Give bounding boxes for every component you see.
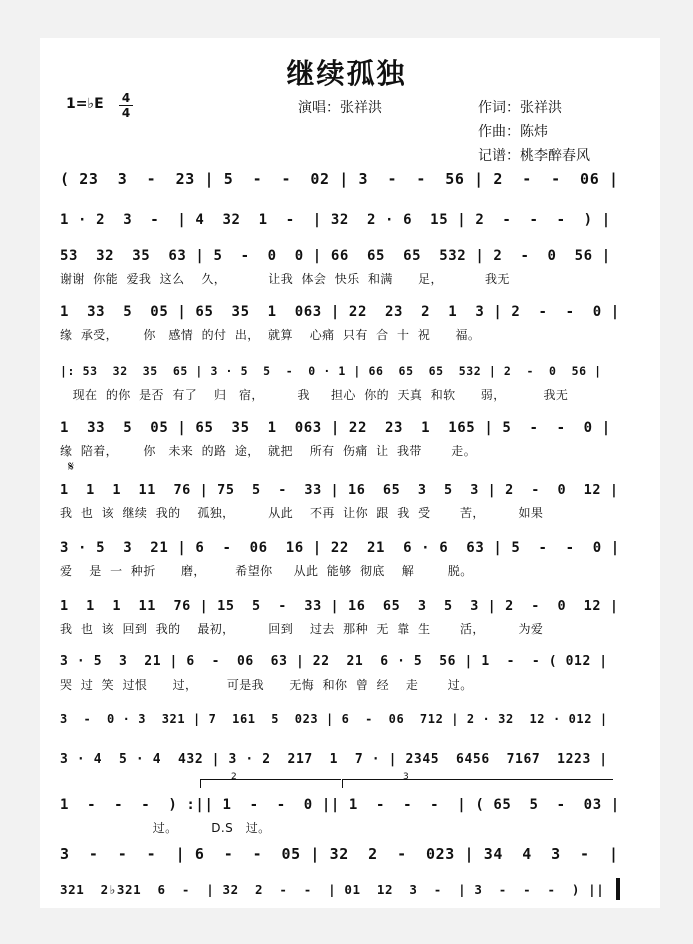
song-title: 继续孤独 xyxy=(286,57,407,90)
volta-second-ending xyxy=(342,772,613,788)
notation-row: 1 1 1 11 76 | 75 5 - 33 | 16 65 3 5 3 | 2 - 0 12 | xyxy=(60,482,619,498)
lyric-row: 现在 的你 是否 有了 归 宿， 我 担心 你的 天真 和软 弱， 我无 xyxy=(60,388,569,402)
notation-row: |: 53 32 35 65 | 3 · 5 5 - 0 · 1 | 66 65 65 532 | 2 - 0 56 | xyxy=(60,364,602,378)
lyric-row: 我 也 该 继续 我的 孤独， 从此 不再 让你 跟 我 受 苦， 如果 xyxy=(60,506,544,520)
transcriber-credit: 记谱：桃李醉春风 xyxy=(478,148,590,164)
notation-row: 3 · 5 3 21 | 6 - 06 63 | 22 21 6 · 5 56 | 1 - - ( 012 | xyxy=(60,654,608,669)
notation-row: 1 - - - ) :|| 1 - - 0 || 1 - - - | ( 65 5 - 03 | xyxy=(60,797,620,813)
singer-credit: 演唱：张祥洪 xyxy=(298,100,382,116)
notation-row: 321 2♭321 6 - | 32 2 - - | 01 12 3 - | 3 - - - ) || xyxy=(60,882,605,897)
volta-first-label: 2 xyxy=(231,772,237,782)
volta-second-label: 3 xyxy=(403,772,409,782)
notation-row: 1 1 1 11 76 | 15 5 - 33 | 16 65 3 5 3 | 2 - 0 12 | xyxy=(60,598,619,614)
time-signature xyxy=(119,92,133,119)
notation-row: 3 - 0 · 3 321 | 7 161 5 023 | 6 - 06 712 | 2 · 32 12 · 012 | xyxy=(60,712,608,726)
volta-first-ending xyxy=(200,772,341,788)
notation-row: 1 33 5 05 | 65 35 1 063 | 22 23 2 1 3 | 2 - - 0 | xyxy=(60,304,620,320)
lyric-row: 缘 陪着， 你 未来 的路 途， 就把 所有 伤痛 让 我带 走。 xyxy=(60,444,477,458)
notation-row: 3 · 4 5 · 4 432 | 3 · 2 217 1 7 · | 2345 6456 7167 1223 | xyxy=(60,752,608,767)
key-signature: 1=♭E xyxy=(66,96,104,112)
lyric-row: 哭 过 笑 过恨 过， 可是我 无悔 和你 曾 经 走 过。 xyxy=(60,678,473,692)
score-sheet xyxy=(40,38,660,908)
notation-row: 1 · 2 3 - | 4 32 1 - | 32 2 · 6 15 | 2 - - - ) | xyxy=(60,212,611,228)
lyric-row: 谢谢 你能 爱我 这么 久， 让我 体会 快乐 和满 足， 我无 xyxy=(60,272,510,286)
segno-mark: 𝄋 xyxy=(68,459,75,475)
meter-bottom: 4 xyxy=(121,106,131,120)
composer-credit: 作曲：陈炜 xyxy=(478,124,548,140)
lyric-row: 我 也 该 回到 我的 最初， 回到 过去 那种 无 靠 生 活， 为爱 xyxy=(60,622,544,636)
notation-row: ( 23 3 - 23 | 5 - - 02 | 3 - - 56 | 2 - - 06 | xyxy=(60,170,619,188)
notation-row: 3 · 5 3 21 | 6 - 06 16 | 22 21 6 · 6 63 | 5 - - 0 | xyxy=(60,540,620,556)
notation-row: 53 32 35 63 | 5 - 0 0 | 66 65 65 532 | 2 - 0 56 | xyxy=(60,248,611,264)
final-barline xyxy=(616,878,620,900)
notation-row: 1 33 5 05 | 65 35 1 063 | 22 23 1 165 | 5 - - 0 | xyxy=(60,420,611,436)
lyric-row: 过。 D.S 过。 xyxy=(60,821,271,835)
lyricist-credit: 作词：张祥洪 xyxy=(478,100,562,116)
notation-row: 3 - - - | 6 - - 05 | 32 2 - 023 | 34 4 3 - | xyxy=(60,845,619,863)
lyric-row: 缘 承受， 你 感情 的付 出， 就算 心痛 只有 合 十 祝 福。 xyxy=(60,328,481,342)
lyric-row: 爱 是 一 种折 磨， 希望你 从此 能够 彻底 解 脱。 xyxy=(60,564,473,578)
meter-top: 4 xyxy=(121,91,131,105)
